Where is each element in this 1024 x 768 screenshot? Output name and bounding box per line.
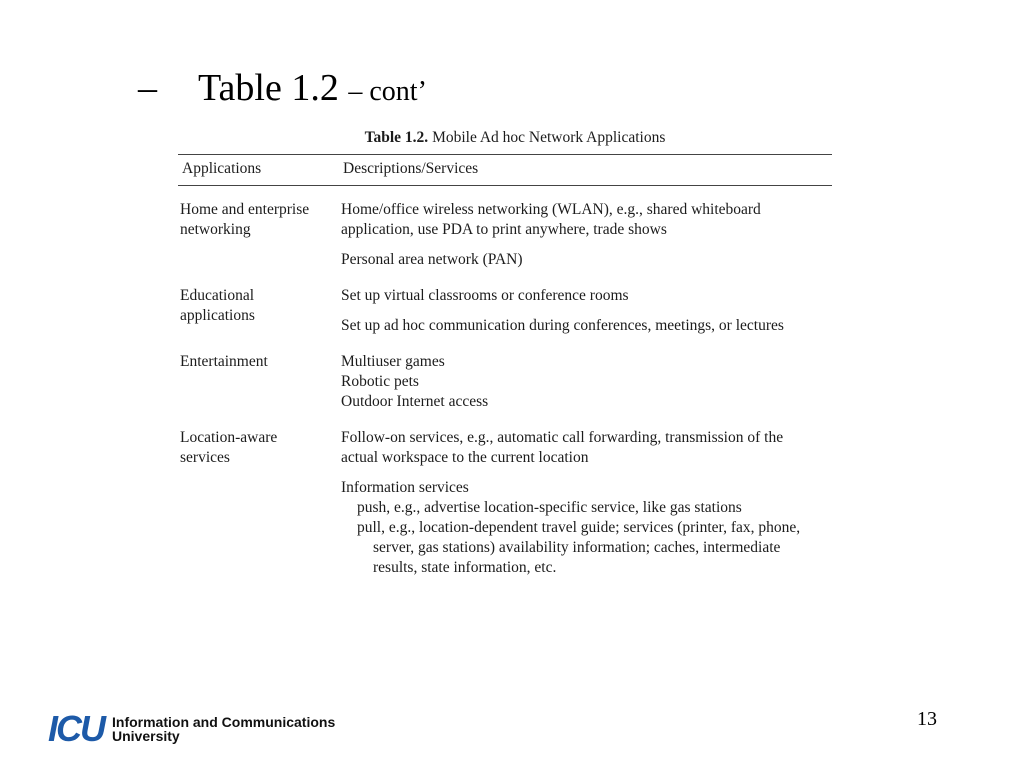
application-cell [178, 286, 337, 346]
logo-line-1: Information and Communications [112, 714, 336, 730]
application-text: Entertainment [180, 353, 268, 370]
table-row [178, 428, 832, 588]
description-line: Set up ad hoc communication during conferences, meetings, or lectures [341, 317, 784, 334]
title-bullet: – [138, 67, 157, 109]
header-descriptions: Descriptions/Services [343, 160, 479, 177]
description-line: Home/office wireless networking (WLAN), e.g., shared whiteboard [341, 201, 761, 218]
description-group [341, 478, 832, 578]
application-cell [178, 428, 337, 588]
table-body [178, 186, 832, 588]
table-figure [178, 128, 832, 594]
logo-mark: ICU [48, 708, 104, 749]
description-line: results, state information, etc. [373, 559, 557, 576]
slide-title [138, 66, 427, 110]
description-group [341, 200, 832, 240]
description-line: Outdoor Internet access [341, 393, 489, 410]
description-line: push, e.g., advertise location-specific service, like gas stations [357, 499, 742, 516]
description-group [341, 352, 832, 412]
university-logo [48, 708, 336, 749]
description-group [341, 286, 832, 306]
description-group [341, 316, 832, 336]
description-cell [337, 352, 832, 422]
description-line: pull, e.g., location-dependent travel guide; services (printer, fax, phone, [357, 519, 801, 536]
description-line: server, gas stations) availability information; caches, intermediate [373, 539, 781, 556]
table-caption-text: Mobile Ad hoc Network Applications [432, 129, 666, 146]
table-row [178, 352, 832, 422]
application-cell [178, 200, 337, 280]
table-header-row [178, 155, 832, 185]
application-text: services [180, 449, 230, 466]
logo-text [112, 715, 335, 743]
table-row [178, 200, 832, 280]
application-text: Home and enterprise [180, 201, 310, 218]
title-suffix: – cont’ [348, 76, 427, 107]
description-group [341, 250, 832, 270]
title-text: Table 1.2 [198, 67, 339, 109]
table-caption-number: Table 1.2. [364, 129, 429, 146]
application-cell [178, 352, 337, 422]
description-cell [337, 428, 832, 588]
description-line: Robotic pets [341, 373, 419, 390]
application-text: applications [180, 307, 255, 324]
application-text: networking [180, 221, 251, 238]
logo-line-2: University [112, 728, 180, 744]
description-line: application, use PDA to print anywhere, trade shows [341, 221, 667, 238]
description-cell [337, 286, 832, 346]
description-cell [337, 200, 832, 280]
description-line: Personal area network (PAN) [341, 251, 523, 268]
table-caption [198, 128, 832, 148]
description-line: Multiuser games [341, 353, 445, 370]
description-line: Set up virtual classrooms or conference rooms [341, 287, 629, 304]
description-line: Information services [341, 479, 469, 496]
header-applications: Applications [182, 160, 262, 177]
application-text: Location-aware [180, 429, 278, 446]
table-row [178, 286, 832, 346]
page-number: 13 [917, 708, 937, 730]
application-text: Educational [180, 287, 255, 304]
description-line: actual workspace to the current location [341, 449, 589, 466]
description-line: Follow-on services, e.g., automatic call forwarding, transmission of the [341, 429, 784, 446]
description-group [341, 428, 832, 468]
